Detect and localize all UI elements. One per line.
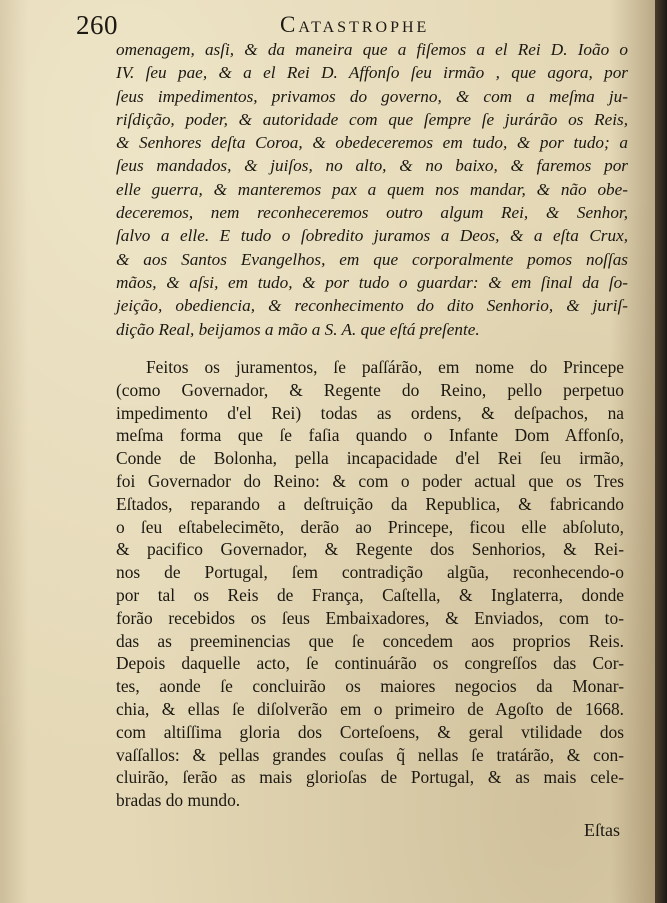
text-line: bradas do mundo.: [116, 790, 241, 811]
text-line: Depois daquelle acto, ſe continuárão os congreſſos das Cor-: [116, 653, 624, 674]
text-line: ſeus mandados, & juiſos, no alto, & no baixo, & faremos por: [116, 156, 628, 176]
text-line: & Senhores deſta Coroa, & obedeceremos em tudo, & por tudo; a: [116, 133, 628, 153]
text-line: por tal os Reis de França, Caſtella, & Inglaterra, donde: [116, 584, 624, 605]
text-line: & pacifico Governador, & Regente dos Senhorios, & Rei-: [116, 539, 624, 560]
text-line: dição Real, beijamos a mão a S. A. que eſtá preſente.: [116, 319, 480, 339]
text-line: riſdição, poder, & autoridade com que ſempre ſe jurárão os Reis,: [116, 109, 628, 129]
text-line: omenagem, asſi, & da maneira que a fiſemos a el Rei D. Ioão o: [116, 40, 628, 59]
text-line: (como Governador, & Regente do Reino, pello perpetuo: [116, 379, 624, 400]
text-line: & aos Santos Evangelhos, em que corporalmente pomos noſſas: [116, 249, 628, 269]
text-line: cluirão, ſerão as mais glorioſas de Portugal, & as mais cele-: [116, 767, 624, 788]
book-spine-shadow: [655, 0, 667, 903]
catchword: Eſtas: [584, 820, 620, 840]
text-line: deceremos, nem reconheceremos outro algum Rei, & Senhor,: [116, 203, 628, 223]
page-number: 260: [76, 10, 118, 40]
text-line: chia, & ellas ſe diſolverão em o primeiro de Agoſto de 1668.: [116, 698, 624, 719]
text-line: Eſtados, reparando a deſtruição da Republica, & fabricando: [116, 493, 624, 514]
text-line: Conde de Bolonha, pella incapacidade d'el Rei ſeu irmão,: [116, 448, 624, 469]
text-line: com altiſſima gloria dos Corteſoens, & geral vtilidade dos: [116, 721, 624, 742]
text-line: foi Governador do Reino: & com o poder actual que os Tres: [116, 470, 624, 491]
text-line: Feitos os juramentos, ſe paſſárão, em nome do Princepe: [146, 357, 624, 377]
text-line: vaſſallos: & pellas grandes couſas q̃ nellas ſe tratárão, & con-: [116, 744, 624, 765]
text-line: mãos, & aſsi, em tudo, & por tudo o guardar: & em ſinal da ſo-: [116, 272, 628, 292]
text-line: elle guerra, & manteremos pax a quem nos mandar, & não obe-: [116, 179, 628, 199]
text-line: ſalvo a elle. E tudo o ſobredito juramos a Deos, & a eſta Crux,: [116, 226, 628, 246]
text-line: IV. ſeu pae, & a el Rei D. Affonſo ſeu irmão , que agora, por: [116, 63, 628, 83]
text-line: jeição, obediencia, & reconhecimento do dito Senhorio, & juriſ-: [116, 296, 628, 316]
text-line: forão recebidos os ſeus Embaixadores, & Enviados, com to-: [116, 607, 624, 628]
text-line: ſeus impedimentos, privamos do governo, & com a meſma ju-: [116, 86, 628, 106]
text-line: impedimento d'el Rei) todas as ordens, & deſpachos, na: [116, 402, 624, 423]
text-line: meſma forma que ſe faſia quando o Infante Dom Affonſo,: [116, 425, 624, 446]
text-line: tes, aonde ſe concluirão os maiores negocios da Monar-: [116, 676, 624, 697]
running-title: Catastrophe: [280, 12, 430, 37]
text-line: nos de Portugal, ſem contradição algũa, reconhecendo-o: [116, 562, 624, 583]
narrative-paragraph: [116, 356, 624, 812]
text-line: das as preeminencias que ſe concedem aos proprios Reis.: [116, 630, 624, 651]
text-line: o ſeu eſtabelecimẽto, derão ao Princepe, ficou elle abſoluto,: [116, 516, 624, 537]
oath-paragraph: [116, 38, 628, 341]
